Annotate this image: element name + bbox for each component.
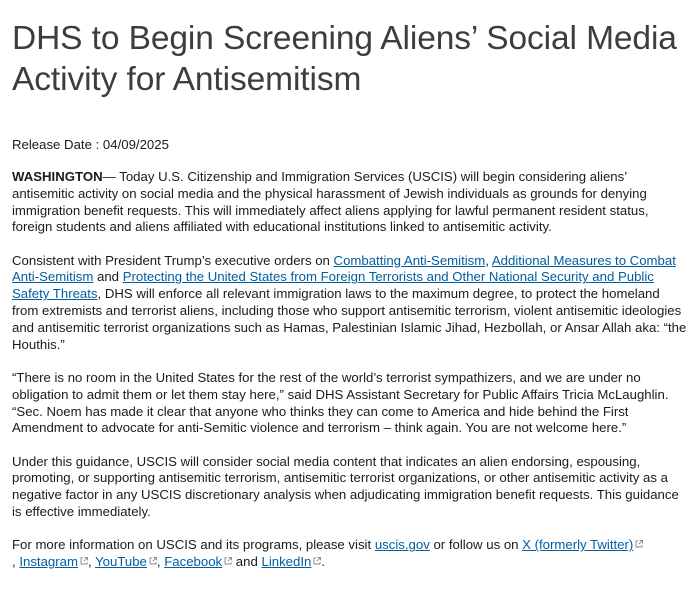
external-link-icon	[80, 557, 88, 565]
paragraph-guidance: Under this guidance, USCIS will consider social media content that indicates an alien endorsing, espousing, promoting, or supporting antisemitic terrorism, antisemitic terrorist organizations, or other antisemitic activity as a negative factor in any USCIS discretionary analysis when adjudicating immigration benefit requests. This guidance is effective immediately.	[12, 453, 679, 520]
release-date	[12, 136, 688, 153]
paragraph-executive-orders	[12, 253, 688, 354]
paragraph-eo-lead: Consistent with President Trump’s executive orders on	[12, 252, 334, 268]
link-protecting-united-states[interactable]: Protecting the United States from Foreign Terrorists and Other National Security and Public Safety Threats	[12, 269, 654, 302]
sep-2: and	[93, 269, 123, 285]
external-link-icon	[149, 557, 157, 565]
release-date-value: 04/09/2025	[102, 137, 169, 152]
external-link-icon	[635, 540, 643, 548]
paragraph-intro-text: — Today U.S. Citizenship and Immigration Services (USCIS) will begin considering aliens’ antisemitic activity on social media and the physical harassment of Jewish individuals as grounds for denying immigration benefit requests. This will immediately affect aliens applying for lawful permanent resident status, foreign students and aliens affiliated with educational institutions linked to antisemitic activity.	[12, 169, 649, 235]
sep-a: ,	[12, 554, 20, 570]
link-combatting-anti-semitism[interactable]: Combatting Anti-Semitism	[333, 252, 486, 268]
paragraph-eo-rest: , DHS will enforce all relevant immigration laws to the maximum degree, to protect the homeland from extremists and terrorist aliens, including those who support antisemitic terrorism, violent antisemitic ideologies and antisemitic terrorist organizations such as Hamas, Palestinian Islamic Jihad, Hezbollah, or Ansar Allah aka: “the Houthis.”	[12, 286, 687, 352]
link-youtube[interactable]: YouTube	[95, 554, 147, 570]
external-link-icon	[224, 557, 232, 565]
dateline: WASHINGTON	[12, 169, 103, 184]
link-x-twitter[interactable]: X (formerly Twitter)	[522, 537, 634, 553]
more-info-follow: or follow us on	[429, 537, 523, 553]
sep-1: ,	[485, 252, 492, 268]
sep-c: ,	[156, 554, 165, 570]
paragraph-more-info	[12, 537, 688, 571]
link-instagram[interactable]: Instagram	[19, 554, 78, 570]
link-additional-measures[interactable]: Additional Measures to Combat Anti-Semitism	[12, 252, 676, 285]
sep-b: ,	[87, 554, 96, 570]
page-title: DHS to Begin Screening Aliens’ Social Media Activity for Antisemitism	[12, 20, 677, 98]
release-date-label: Release Date :	[12, 137, 103, 152]
and-word: and	[232, 554, 262, 570]
end-period: .	[321, 554, 326, 570]
link-facebook[interactable]: Facebook	[164, 554, 223, 570]
paragraph-quote: “There is no room in the United States for the rest of the world’s terrorist sympathizers, and we are under no obligation to admit them or let them stay here,” said DHS Assistant Secretary for Public Affairs Tricia McLaughlin. “Sec. Noem has made it clear that anyone who thinks they can come to America and hide behind the First Amendment to advocate for anti-Semitic violence and terrorism – think again. You are not welcome here.”	[12, 369, 669, 436]
link-linkedin[interactable]: LinkedIn	[261, 554, 312, 570]
more-info-lead: For more information on USCIS and its programs, please visit	[12, 537, 375, 553]
link-uscis-gov[interactable]: uscis.gov	[374, 537, 430, 553]
paragraph-intro	[12, 169, 688, 236]
